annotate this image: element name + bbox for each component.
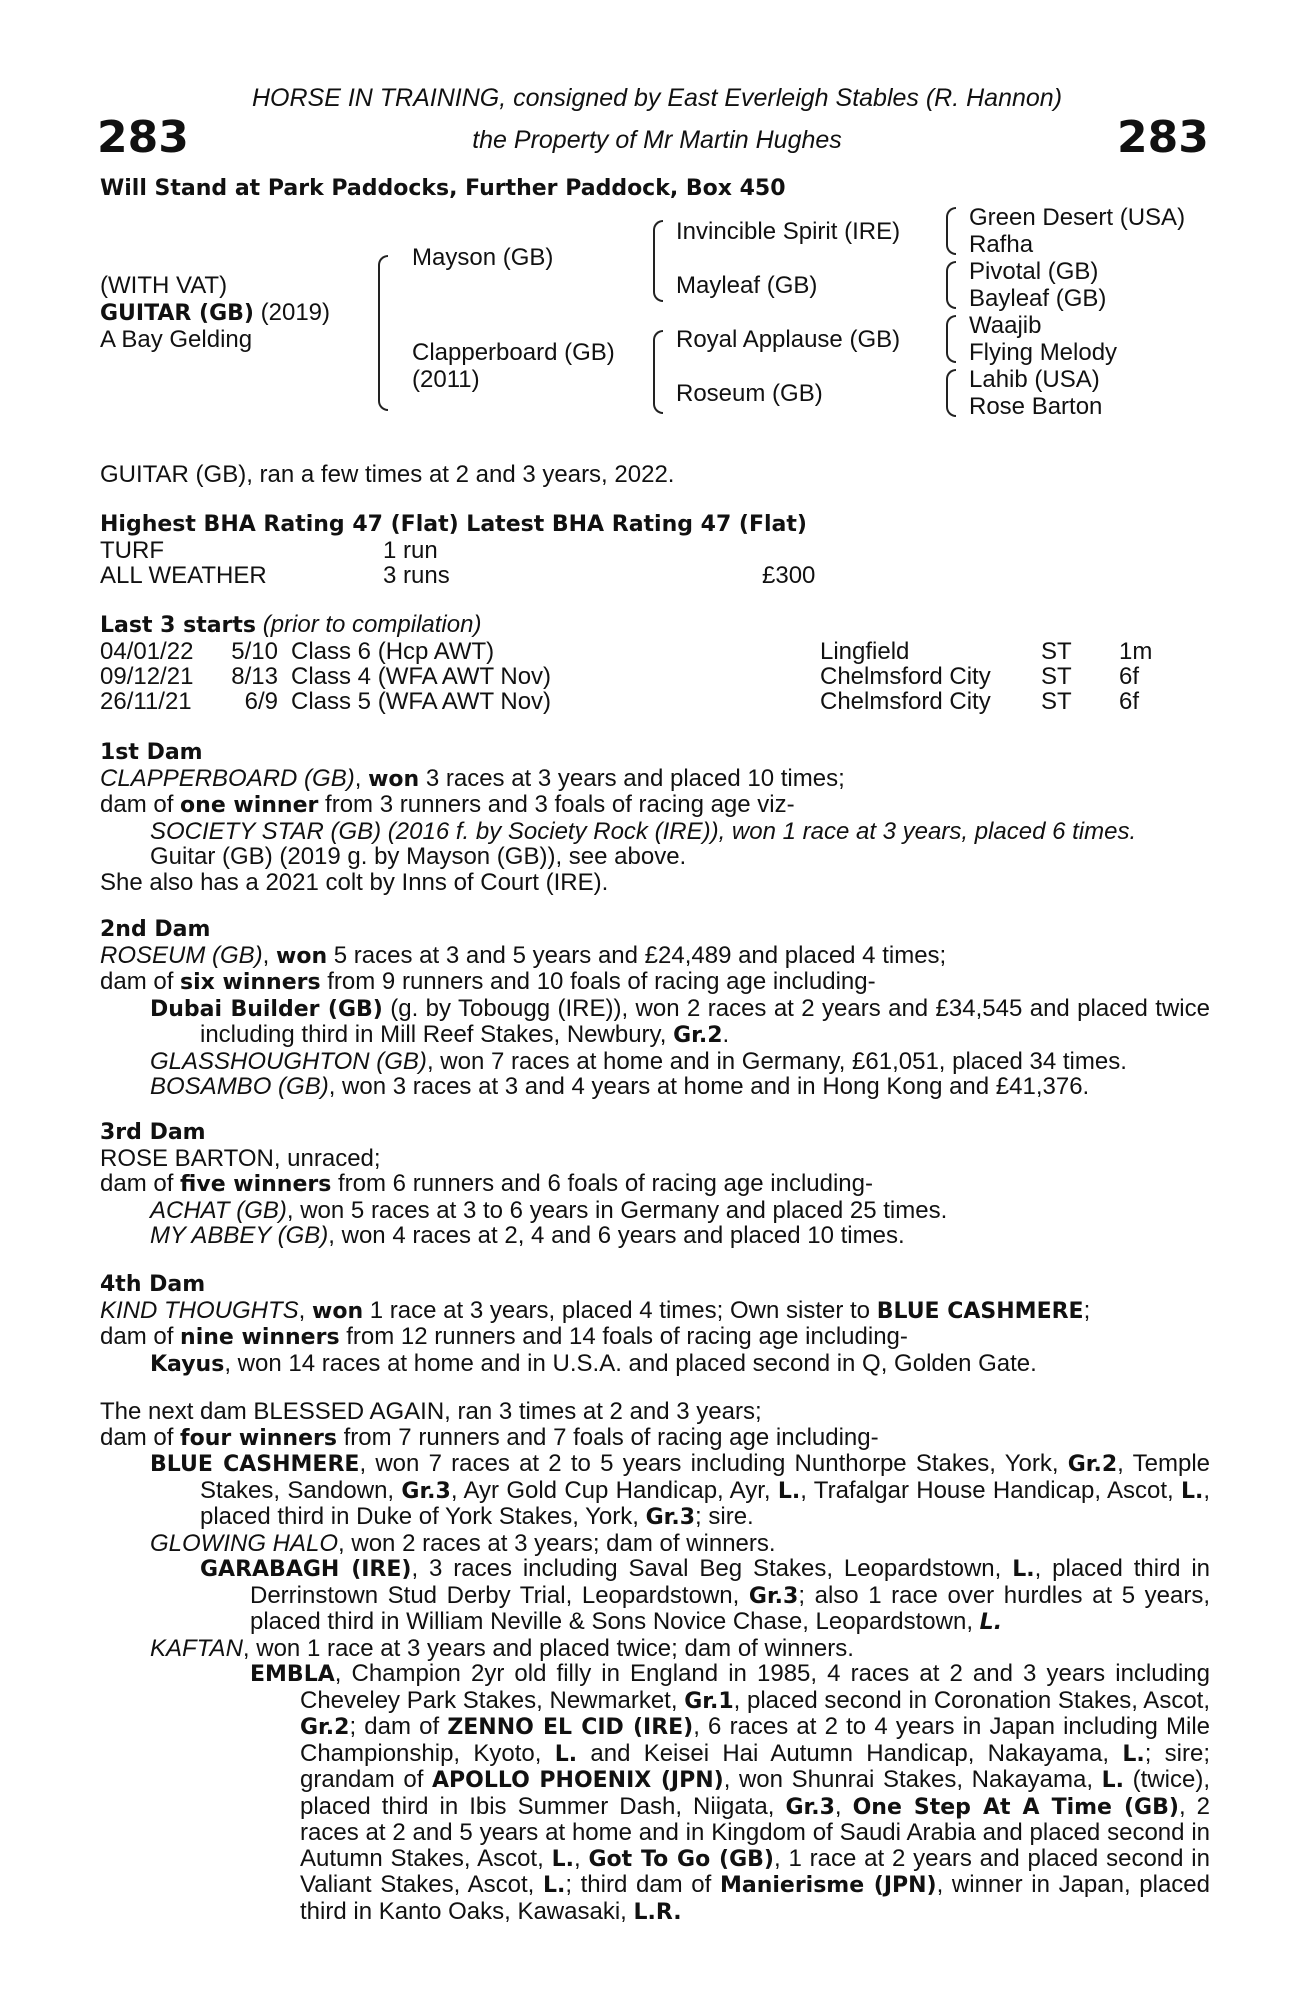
dam-name: KIND THOUGHTS (100, 1296, 299, 1324)
produce-entry (100, 1351, 1210, 1378)
produce-name: EMBLA (250, 1662, 335, 1687)
produce-entry (100, 996, 1210, 1049)
section-heading: 2nd Dam (100, 917, 211, 942)
pedigree-dam-sire: Royal Applause (GB) (676, 326, 901, 353)
text: from 6 runners and 6 foals of racing age including- (331, 1170, 873, 1197)
text: . (722, 1021, 730, 1048)
text: , 3 races including Saval Beg Stakes, Leopardstown, (411, 1555, 1013, 1582)
text: , won 2 races at 3 years; dam of winners. (338, 1529, 776, 1557)
grade: Gr.1 (684, 1688, 734, 1714)
grade: Gr.3 (401, 1478, 451, 1504)
text: (twice), placed third in Ibis Summer Dash, Niigata, (300, 1766, 1210, 1820)
dam-produce-summary (100, 1171, 1210, 1198)
text: , won 14 races at home and in U.S.A. and placed second in Q, Golden Gate. (224, 1349, 1037, 1377)
dam-produce-summary (100, 1425, 1210, 1452)
text: , (262, 941, 277, 969)
ratings-row-turf (100, 538, 1210, 563)
pedigree-sdd: Bayleaf (GB) (969, 285, 1107, 312)
dam-produce-summary (100, 1324, 1210, 1351)
text: , Ayr Gold Cup Handicap, Ayr, (450, 1476, 778, 1504)
pedigree-dam: Clapperboard (GB) (412, 339, 615, 366)
produce-name: ZENNO EL CID (IRE) (447, 1715, 694, 1740)
pedigree-sire: Mayson (GB) (412, 244, 554, 271)
text: , Champion 2yr old filly in England in 1985, 4 races at 2 and 3 years including Cheveley Park Stakes, Newmarket, (300, 1660, 1210, 1714)
produce-entry (100, 1198, 1210, 1224)
pedigree-ddd: Rose Barton (969, 393, 1103, 420)
pedigree-sss: Green Desert (USA) (969, 204, 1186, 231)
next-dam-section (100, 1399, 1210, 1925)
text: , placed third in Derrinstown Stud Derby Trial, Leopardstown, (250, 1555, 1211, 1609)
winners-count: four winners (180, 1425, 337, 1451)
produce-name: Kayus (150, 1351, 225, 1377)
dam-produce-summary (100, 969, 1210, 996)
pedigree-dsd: Flying Melody (969, 339, 1118, 366)
produce-name: GLOWING HALO (150, 1529, 339, 1557)
text: dam of (100, 1170, 181, 1197)
winners-count: six winners (180, 970, 321, 995)
start-race: Class 6 (Hcp AWT) (291, 638, 495, 665)
bha-ratings-title: Highest BHA Rating 47 (Flat) Latest BHA Rating 47 (Flat) (100, 512, 807, 537)
produce-entry (100, 1661, 1210, 1925)
text: , placed third in Duke of York Stakes, York, (200, 1476, 1211, 1530)
pedigree-brace-dd (946, 369, 956, 417)
produce-entry (100, 1531, 1210, 1557)
ratings-row-aw (100, 563, 1210, 588)
text: from 7 runners and 7 foals of racing age including- (336, 1423, 879, 1451)
second-dam-section (100, 917, 1210, 1100)
pedigree-brace-main (378, 255, 388, 411)
grade: Gr.2 (300, 1715, 350, 1740)
text: , won 5 races at 3 to 6 years in Germany and placed 25 times. (286, 1196, 948, 1224)
text: , won 3 races at 3 and 4 years at home and in Hong Kong and £41,376. (328, 1073, 1090, 1100)
text: , (298, 1296, 313, 1324)
dam-record (100, 1298, 1210, 1325)
grade: L. (551, 1846, 574, 1872)
vat-note: (WITH VAT) (100, 272, 228, 299)
pedigree-sire-sire: Invincible Spirit (IRE) (676, 218, 901, 245)
pedigree-brace-dam (653, 330, 663, 414)
start-position: 6/9 (244, 688, 278, 715)
dam-name: ROSEUM (GB) (100, 941, 263, 969)
text: and Keisei Hai Autumn Handicap, Nakayama, (577, 1739, 1123, 1767)
text: , Temple Stakes, Sandown, (200, 1450, 1210, 1504)
prize-money: £300 (762, 562, 816, 589)
third-dam-section (100, 1120, 1210, 1249)
dam-record (100, 943, 1210, 970)
start-distance: 6f (1119, 688, 1140, 715)
horse-description: A Bay Gelding (100, 326, 253, 353)
start-going: ST (1041, 688, 1072, 715)
runs-count: 1 run (383, 537, 438, 564)
pedigree-brace-sd (946, 261, 956, 309)
text: 1 race at 3 years, placed 4 times; Own sister to (363, 1296, 877, 1324)
fourth-dam-section (100, 1272, 1210, 1377)
produce-entry: Guitar (GB) (2019 g. by Mayson (GB)), see above. (150, 843, 687, 870)
winners-count: one winner (180, 793, 319, 818)
race-summary: GUITAR (GB), ran a few times at 2 and 3 years, 2022. (100, 461, 675, 488)
produce-name: Got To Go (GB) (588, 1846, 774, 1872)
won-label: won (368, 766, 420, 792)
text: dam of (100, 968, 181, 995)
grade: L. (979, 1610, 1003, 1635)
last-starts-title (100, 612, 481, 639)
dam-produce-summary (100, 792, 1210, 819)
produce-name: GARABAGH (IRE) (200, 1557, 412, 1582)
grade: Gr.3 (785, 1794, 835, 1820)
grade: L.R. (633, 1899, 682, 1925)
start-date: 04/01/22 (100, 638, 194, 665)
text: ; third dam of (565, 1871, 720, 1898)
lot-number-left: 283 (97, 112, 189, 163)
start-going: ST (1041, 638, 1072, 665)
runs-count: 3 runs (383, 562, 450, 589)
text: (g. by Tobougg (IRE)), won 2 races at 2 years and £34,545 and placed twice including third in Mill Reef Stakes, Newbury, (200, 994, 1210, 1048)
produce-name: Manierisme (JPN) (719, 1873, 937, 1898)
start-distance: 1m (1119, 638, 1153, 665)
produce-name: APOLLO PHOENIX (JPN) (431, 1768, 724, 1793)
produce-name: Dubai Builder (GB) (150, 996, 383, 1022)
text: ; sire; grandam of (300, 1739, 1211, 1793)
grade: L. (1101, 1768, 1125, 1793)
text: 3 races at 3 years and placed 10 times; (419, 764, 845, 792)
start-date: 26/11/21 (100, 688, 192, 715)
text: , won 7 races at 2 to 5 years including Nunthorpe Stakes, York, (359, 1450, 1068, 1477)
start-position: 5/10 (231, 638, 278, 665)
text: , Trafalgar House Handicap, Ascot, (800, 1476, 1181, 1504)
start-course: Chelmsford City (820, 688, 991, 715)
start-row (100, 689, 1210, 714)
produce-entry (100, 1049, 1210, 1075)
produce-name: ACHAT (GB) (150, 1196, 287, 1224)
section-heading: 3rd Dam (100, 1120, 206, 1145)
dam-name: CLAPPERBOARD (GB) (100, 764, 355, 792)
winners-count: nine winners (180, 1325, 340, 1350)
last-starts-table (100, 639, 1210, 714)
text: , 1 race at 2 years and placed second in Valiant Stakes, Ascot, (300, 1844, 1210, 1898)
produce-name: KAFTAN (150, 1634, 243, 1662)
surface-label: ALL WEATHER (100, 562, 267, 589)
winners-count: five winners (180, 1172, 332, 1197)
section-heading: 4th Dam (100, 1272, 206, 1297)
horse-name-line (100, 300, 330, 327)
grade: Gr.3 (748, 1583, 799, 1609)
pedigree-dam-dam: Roseum (GB) (676, 380, 823, 407)
text: dam of (100, 1323, 181, 1350)
first-dam-section (100, 740, 1210, 895)
grade: L. (554, 1741, 578, 1767)
produce-entry: SOCIETY STAR (GB) (2016 f. by Society Rock (IRE)), won 1 race at 3 years, placed 6 times. (150, 817, 1137, 845)
pedigree-dds: Lahib (USA) (969, 366, 1100, 393)
pedigree-dam-year: (2011) (412, 366, 480, 393)
start-date: 09/12/21 (100, 663, 194, 690)
text: , won 4 races at 2, 4 and 6 years and placed 10 times. (328, 1222, 905, 1249)
text: , 2 races at 2 and 5 years at home and in Kingdom of Saudi Arabia and placed second in Autumn Stakes, Ascot, (300, 1792, 1210, 1872)
grade: L. (1180, 1478, 1204, 1504)
won-label: won (276, 943, 328, 969)
text: from 9 runners and 10 foals of racing age including- (320, 968, 876, 995)
lot-number-right: 283 (1117, 112, 1209, 163)
pedigree-brace-ss (946, 207, 956, 255)
pedigree-brace-sire (653, 220, 663, 302)
section-heading: 1st Dam (100, 740, 203, 765)
grade: Gr.3 (645, 1505, 696, 1530)
grade: L. (777, 1478, 801, 1504)
produce-entry (100, 1556, 1210, 1636)
dam-record: ROSE BARTON, unraced; (100, 1144, 381, 1172)
produce-note: She also has a 2021 colt by Inns of Court (IRE). (100, 868, 609, 896)
text: , placed second in Coronation Stakes, Ascot, (733, 1686, 1211, 1714)
produce-name: BOSAMBO (GB) (150, 1073, 329, 1100)
start-going: ST (1041, 663, 1072, 690)
pedigree-dss: Waajib (969, 312, 1042, 339)
horse-year: (2019) (253, 299, 331, 326)
produce-name: MY ABBEY (GB) (150, 1222, 329, 1249)
grade: Gr.2 (673, 1023, 723, 1048)
last-starts-note: (prior to compilation) (256, 611, 482, 638)
start-distance: 6f (1119, 663, 1140, 690)
dam-record: The next dam BLESSED AGAIN, ran 3 times at 2 and 3 years; (100, 1398, 762, 1425)
sibling-name: BLUE CASHMERE (876, 1298, 1084, 1324)
text: ; dam of (349, 1713, 448, 1740)
text: , 6 races at 2 to 4 years in Japan including Mile Championship, Kyoto, (300, 1713, 1211, 1767)
text: from 3 runners and 3 foals of racing age viz- (318, 791, 795, 818)
surface-label: TURF (100, 537, 164, 564)
produce-name: BLUE CASHMERE (150, 1452, 360, 1477)
text: ; (1083, 1296, 1091, 1324)
grade: Gr.2 (1067, 1452, 1118, 1477)
produce-entry (100, 1451, 1210, 1531)
start-position: 8/13 (231, 663, 278, 690)
horse-name: GUITAR (GB) (100, 301, 254, 326)
produce-name: GLASSHOUGHTON (GB) (150, 1047, 427, 1075)
text: , winner in Japan, placed third in Kanto Oaks, Kawasaki, (300, 1871, 1210, 1925)
grade: L. (1122, 1741, 1145, 1767)
text: from 12 runners and 14 foals of racing age including- (339, 1323, 908, 1350)
text: dam of (100, 791, 181, 818)
text: ; also 1 race over hurdles at 5 years, placed third in William Neville & Sons Novice Chase, Leopardstown, (250, 1581, 1210, 1635)
text: , (574, 1844, 589, 1872)
start-course: Lingfield (820, 638, 910, 665)
text: , (354, 764, 369, 792)
grade: L. (1012, 1557, 1035, 1582)
pedigree-brace-ds (946, 315, 956, 363)
start-row (100, 639, 1210, 664)
won-label: won (312, 1298, 364, 1324)
text: 5 races at 3 and 5 years and £24,489 and placed 4 times; (327, 941, 947, 969)
consignor-line: HORSE IN TRAINING, consigned by East Everleigh Stables (R. Hannon) (251, 84, 1063, 112)
property-line: the Property of Mr Martin Hughes (472, 126, 842, 154)
start-course: Chelmsford City (820, 663, 991, 690)
grade: L. (542, 1873, 566, 1898)
pedigree-sds: Pivotal (GB) (969, 258, 1099, 285)
text: dam of (100, 1423, 181, 1451)
pedigree-sire-dam: Mayleaf (GB) (676, 272, 818, 299)
ratings-table (100, 538, 1210, 588)
produce-entry (100, 1074, 1210, 1100)
text: , won 1 race at 3 years and placed twice; dam of winners. (242, 1634, 854, 1662)
text: , won 7 races at home and in Germany, £61,051, placed 34 times. (426, 1047, 1127, 1075)
start-row (100, 664, 1210, 689)
start-race: Class 4 (WFA AWT Nov) (291, 663, 552, 690)
produce-entry (100, 1636, 1210, 1662)
text: , won Shunrai Stakes, Nakayama, (723, 1766, 1102, 1793)
text: ; sire. (695, 1503, 754, 1530)
produce-entry (100, 1223, 1210, 1249)
stand-location: Will Stand at Park Paddocks, Further Paddock, Box 450 (100, 176, 786, 201)
text: , (834, 1792, 853, 1820)
pedigree-ssd: Rafha (969, 231, 1034, 258)
dam-record (100, 766, 1210, 793)
start-race: Class 5 (WFA AWT Nov) (291, 688, 552, 715)
produce-name: One Step At A Time (GB) (852, 1794, 1179, 1820)
last-starts-heading: Last 3 starts (100, 613, 257, 638)
